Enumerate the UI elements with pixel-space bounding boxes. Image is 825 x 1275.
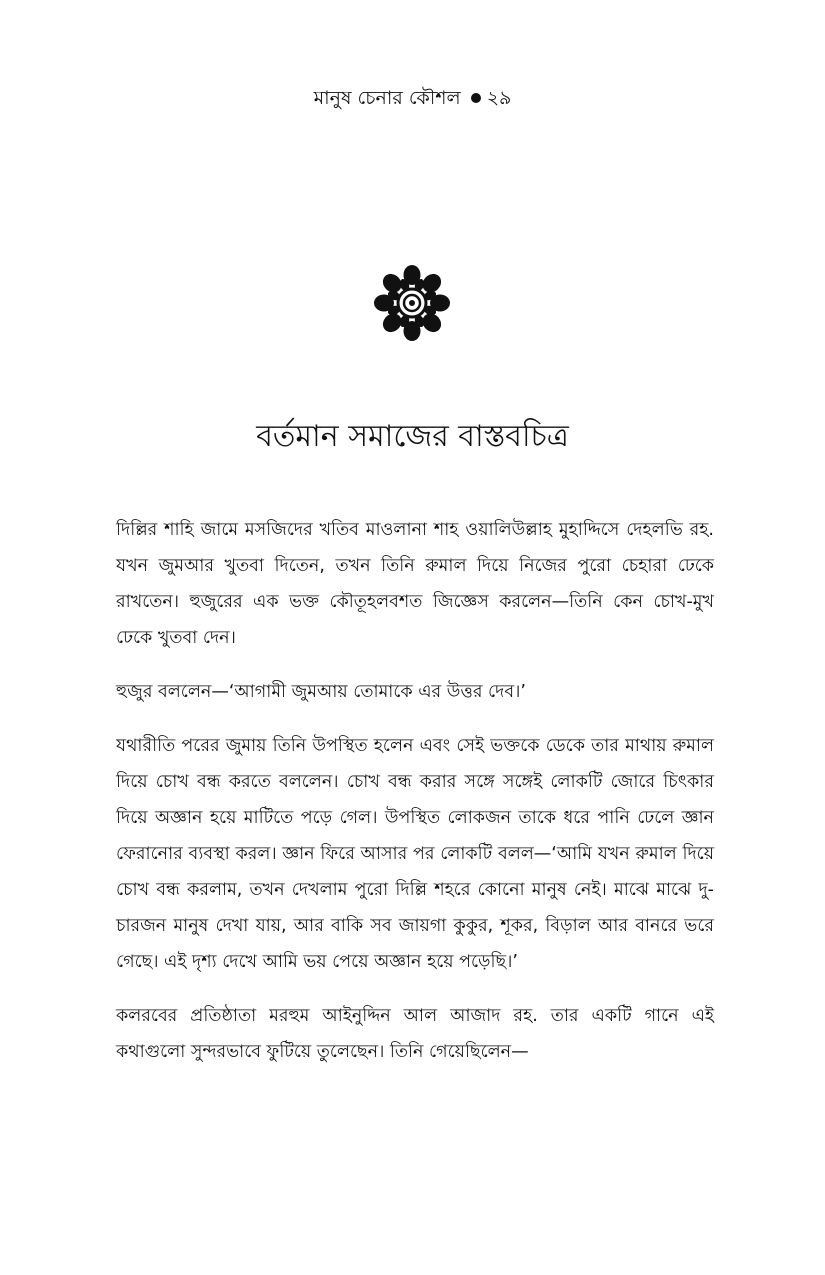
bullet-icon (471, 93, 481, 103)
flower-ornament-icon (372, 263, 452, 343)
page-number: ২৯ (486, 87, 512, 109)
paragraph: হুজুর বললেন—‘আগামী জুমআয় তোমাকে এর উত্তর দেব।’ (116, 682, 526, 702)
chapter-title: বর্তমান সমাজের বাস্তবচিত্র (256, 419, 569, 454)
running-title: মানুষ চেনার কৌশল (313, 87, 461, 109)
running-header (0, 84, 825, 112)
paragraph: যথারীতি পরের জুমায় তিনি উপস্থিত হলেন এবং সেই ভক্তকে ডেকে তার মাথায় রুমাল দিয়ে চোখ বন্ধ করতে বললেন। চোখ বন্ধ করার সঙ্গে সঙ্গেই লোকটি জোরে চিৎকার দিয়ে অজ্ঞান হয়ে মাটিতে পড়ে গেল। উপস্থিত লোকজন তাকে ধরে পানি ঢেলে জ্ঞান ফেরানোর ব্যবস্থা করল। জ্ঞান ফিরে আসার পর লোকটি বলল—‘আমি যখন রুমাল দিয়ে চোখ বন্ধ করলাম, তখন দেখলাম পুরো দিল্লি শহরে কোনো মানুষ নেই। মাঝে মাঝে দু-চারজন মানুষ দেখা যায়, আর বাকি সব জায়গা কুকুর, শূকর, বিড়াল আর বানরে ভরে গেছে। এই দৃশ্য দেখে আমি ভয় পেয়ে অজ্ঞান হয়ে পড়েছি।’ (116, 736, 714, 972)
paragraph: দিল্লির শাহি জামে মসজিদের খতিব মাওলানা শাহ ওয়ালিউল্লাহ মুহাদ্দিসে দেহলভি রহ. যখন জুমআর খুতবা দিতেন, তখন তিনি রুমাল দিয়ে নিজের পুরো চেহারা ঢেকে রাখতেন। হুজুরের এক ভক্ত কৌতূহলবশত জিজ্ঞেস করলেন—তিনি কেন চোখ-মুখ ঢেকে খুতবা দেন। (116, 520, 714, 648)
paragraph: কলরবের প্রতিষ্ঠাতা মরহুম আইনুদ্দিন আল আজাদ রহ. তার একটি গানে এই কথাগুলো সুন্দরভাবে ফুটিয়ে তুলেছেন। তিনি গেয়েছিলেন— (116, 1006, 714, 1062)
body-text (116, 512, 714, 1088)
